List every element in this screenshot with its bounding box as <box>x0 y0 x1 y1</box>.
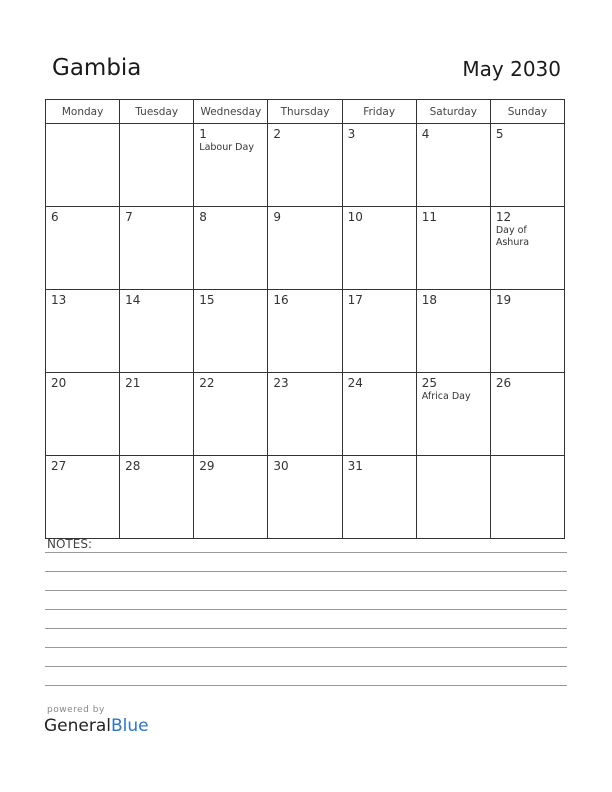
day-cell <box>46 373 120 456</box>
day-cell <box>416 124 490 207</box>
day-number: 21 <box>125 376 141 390</box>
holiday-label: Africa Day <box>421 391 471 402</box>
note-line <box>45 609 567 610</box>
day-number: 12 <box>495 210 512 224</box>
month-year-title: May 2030 <box>462 57 561 81</box>
day-number: 14 <box>125 293 141 307</box>
day-cell <box>342 207 416 290</box>
weekday-header: Tuesday <box>120 100 194 124</box>
day-number: 9 <box>273 210 282 224</box>
day-number: 25 <box>421 376 437 390</box>
country-title: Gambia <box>52 55 142 81</box>
brand-general: General <box>44 716 111 736</box>
day-cell <box>342 456 416 539</box>
day-number: 4 <box>421 127 430 141</box>
weekday-header: Thursday <box>268 100 342 124</box>
note-line <box>45 552 567 553</box>
day-cell <box>268 456 342 539</box>
weekday-header: Friday <box>342 100 416 124</box>
day-cell <box>416 207 490 290</box>
day-cell <box>342 373 416 456</box>
day-cell <box>268 207 342 290</box>
day-number: 17 <box>347 293 363 307</box>
day-cell <box>46 290 120 373</box>
day-cell <box>120 456 194 539</box>
day-number: 26 <box>495 376 512 390</box>
day-cell <box>194 373 268 456</box>
day-cell <box>342 124 416 207</box>
day-cell <box>120 124 194 207</box>
day-cell <box>120 373 194 456</box>
day-cell <box>194 124 268 207</box>
note-line <box>45 685 567 686</box>
day-number: 2 <box>273 127 282 141</box>
day-number: 6 <box>51 210 59 224</box>
day-number: 27 <box>51 459 67 473</box>
day-number: 30 <box>273 459 289 473</box>
day-cell <box>46 124 120 207</box>
day-number: 28 <box>125 459 141 473</box>
powered-by-text: powered by <box>47 705 105 715</box>
note-line <box>45 647 567 648</box>
day-number: 16 <box>273 293 289 307</box>
day-cell <box>120 207 194 290</box>
week-row <box>46 373 565 456</box>
day-number: 20 <box>51 376 67 390</box>
week-row <box>46 207 565 290</box>
generalblue-logo <box>44 716 149 736</box>
day-cell <box>416 456 490 539</box>
day-cell <box>490 124 564 207</box>
week-row <box>46 124 565 207</box>
day-number: 5 <box>495 127 504 141</box>
note-line <box>45 628 567 629</box>
day-number: 8 <box>199 210 207 224</box>
weekday-header: Sunday <box>490 100 564 124</box>
day-cell <box>194 207 268 290</box>
weekday-header: Saturday <box>416 100 490 124</box>
day-cell <box>490 373 564 456</box>
day-number: 10 <box>347 210 363 224</box>
day-number: 19 <box>495 293 512 307</box>
holiday-label: Labour Day <box>199 142 254 153</box>
day-cell <box>268 290 342 373</box>
note-line <box>45 590 567 591</box>
day-number: 24 <box>347 376 363 390</box>
weekday-header: Monday <box>46 100 120 124</box>
day-cell <box>342 290 416 373</box>
day-cell <box>120 290 194 373</box>
day-number: 15 <box>199 293 215 307</box>
day-cell <box>490 456 564 539</box>
day-number: 29 <box>199 459 215 473</box>
day-cell <box>490 290 564 373</box>
day-number: 3 <box>347 127 356 141</box>
day-number: 1 <box>199 127 207 141</box>
weekday-header-row <box>46 100 565 124</box>
day-number: 7 <box>125 210 133 224</box>
brand-blue: Blue <box>111 716 149 736</box>
week-row <box>46 456 565 539</box>
day-number: 11 <box>421 210 437 224</box>
day-number: 22 <box>199 376 215 390</box>
day-cell <box>46 456 120 539</box>
notes-label: NOTES: <box>47 537 92 551</box>
day-cell <box>194 456 268 539</box>
day-cell <box>490 207 564 290</box>
week-row <box>46 290 565 373</box>
day-number: 31 <box>347 459 363 473</box>
day-number: 23 <box>273 376 289 390</box>
day-cell <box>194 290 268 373</box>
note-line <box>45 666 567 667</box>
note-line <box>45 571 567 572</box>
calendar-grid <box>45 99 565 539</box>
day-cell <box>46 207 120 290</box>
holiday-label: Day of Ashura <box>495 225 530 248</box>
day-cell <box>268 373 342 456</box>
day-number: 18 <box>421 293 437 307</box>
day-cell <box>268 124 342 207</box>
day-cell <box>416 290 490 373</box>
day-number: 13 <box>51 293 67 307</box>
day-cell <box>416 373 490 456</box>
weekday-header: Wednesday <box>194 100 268 124</box>
